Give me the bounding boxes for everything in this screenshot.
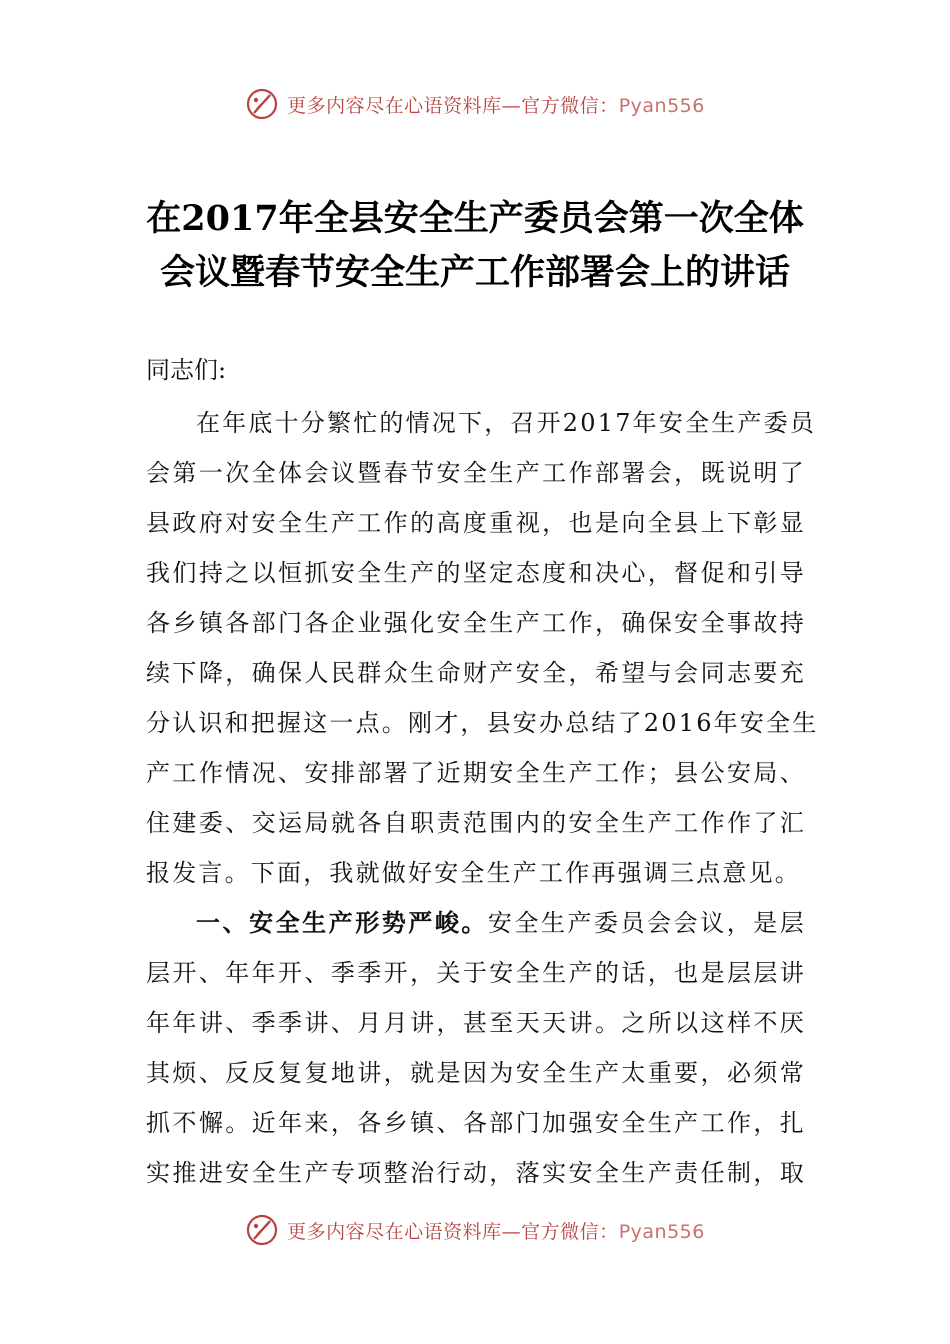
paragraph-line: 抓不懈。近年来，各乡镇、各部门加强安全生产工作，扎 — [146, 1109, 806, 1137]
paragraph-line: 产工作情况、安排部署了近期安全生产工作；县公安局、 — [146, 759, 806, 787]
section-heading: 一、安全生产形势严峻。 — [196, 909, 488, 937]
paragraph-line: 报发言。下面，我就做好安全生产工作再强调三点意见。 — [146, 859, 801, 887]
paragraph-line: 其烦、反反复复地讲，就是因为安全生产太重要，必须常 — [146, 1059, 806, 1087]
watermark-site-name: 更多内容尽在心语资料库 — [287, 1220, 502, 1243]
paragraph-line: 会第一次全体会议暨春节安全生产工作部署会，既说明了 — [146, 459, 806, 487]
paragraph-line: 实推进安全生产专项整治行动，落实安全生产责任制，取 — [146, 1159, 806, 1187]
paragraph-line: 县政府对安全生产工作的高度重视，也是向全县上下彰显 — [146, 509, 806, 537]
paragraph-line: 年年讲、季季讲、月月讲，甚至天天讲。之所以这样不厌 — [146, 1009, 806, 1037]
watermark-footer — [0, 1210, 950, 1250]
title-line: 会议暨春节安全生产工作部署会上的讲话 — [159, 252, 790, 293]
watermark-separator: — — [501, 1220, 522, 1243]
section-line-rest: 安全生产委员会会议，是层 — [487, 909, 807, 937]
watermark-wechat-label: 官方微信： — [521, 94, 619, 117]
paragraph-line: 在年底十分繁忙的情况下，召开2017年安全生产委员 — [196, 409, 817, 437]
watermark-wechat-id: Pyan556 — [618, 1220, 705, 1243]
paragraph-line: 分认识和把握这一点。刚才，县安办总结了2016年安全生 — [146, 709, 819, 737]
section-first-line — [146, 898, 806, 948]
watermark-wechat-label: 官方微信： — [521, 1220, 619, 1243]
paragraph-line: 续下降，确保人民群众生命财产安全，希望与会同志要充 — [146, 659, 806, 687]
paragraph-line: 我们持之以恒抓安全生产的坚定态度和决心，督促和引导 — [146, 559, 806, 587]
paragraph-line: 住建委、交运局就各自职责范围内的安全生产工作作了汇 — [146, 809, 806, 837]
paragraph-line: 层开、年年开、季季开，关于安全生产的话，也是层层讲 — [146, 959, 806, 987]
watermark-wechat-id: Pyan556 — [618, 94, 705, 117]
paragraph-line: 各乡镇各部门各企业强化安全生产工作，确保安全事故持 — [146, 609, 806, 637]
watermark-text — [287, 91, 705, 118]
document-body — [146, 398, 819, 1198]
title-line: 在2017年全县安全生产委员会第一次全体 — [146, 198, 804, 239]
watermark-separator: — — [501, 94, 522, 117]
watermark-header — [0, 84, 950, 124]
document-title — [120, 192, 830, 300]
quill-logo-icon — [245, 87, 279, 121]
watermark-text — [287, 1217, 705, 1244]
salutation: 同志们: — [146, 356, 227, 384]
watermark-site-name: 更多内容尽在心语资料库 — [287, 94, 502, 117]
quill-logo-icon — [245, 1213, 279, 1247]
